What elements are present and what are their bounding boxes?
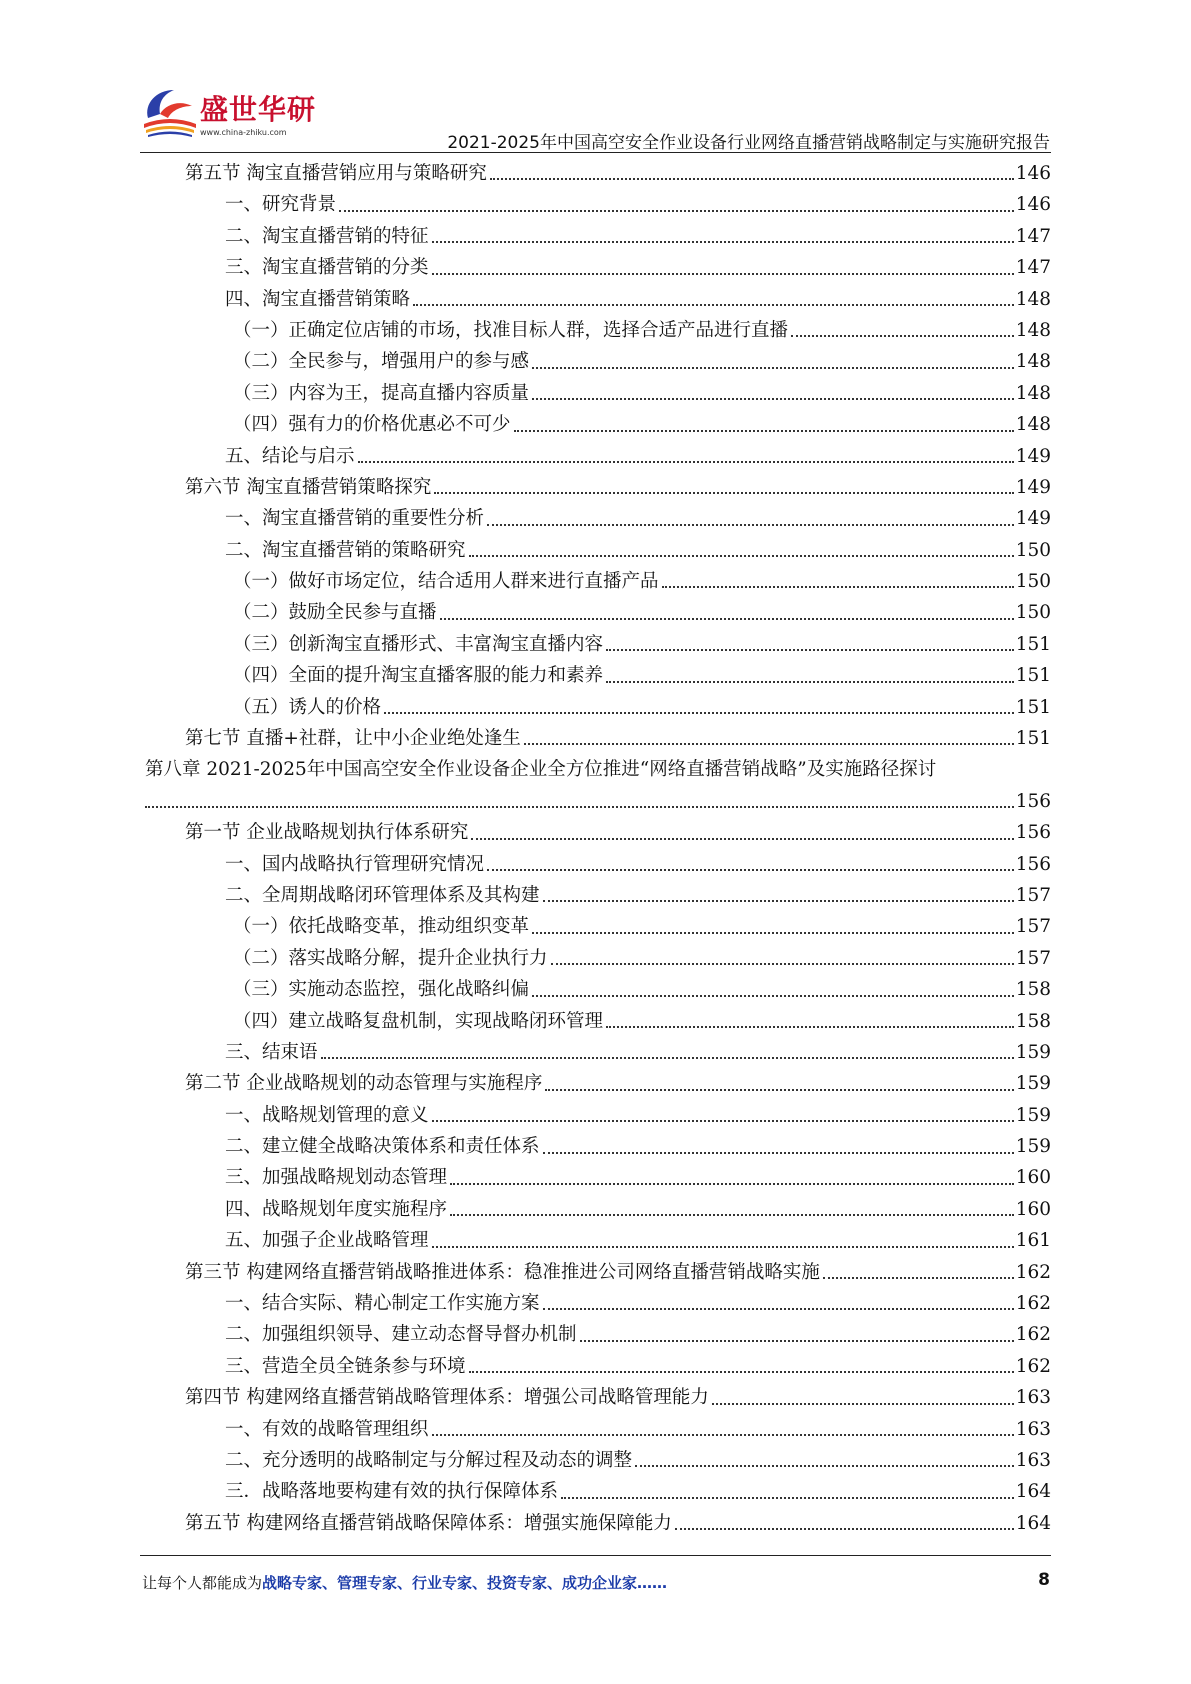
page-number: 8	[1038, 1570, 1050, 1590]
toc-leader-dots	[551, 963, 1014, 965]
toc-entry[interactable]	[145, 597, 1051, 628]
toc-entry[interactable]	[145, 1006, 1051, 1037]
toc-entry-page: 148	[1015, 319, 1051, 341]
toc-leader-dots	[543, 1152, 1014, 1154]
toc-entry-title: 四、战略规划年度实施程序	[225, 1198, 448, 1220]
toc-entry[interactable]	[145, 911, 1051, 942]
footer-slogan-prefix: 让每个人都能成为	[142, 1574, 263, 1592]
toc-leader-dots	[675, 1528, 1014, 1530]
toc-entry-page: 159	[1015, 1073, 1051, 1095]
toc-entry-page: 151	[1015, 728, 1051, 750]
toc-entry-title: 第五节 淘宝直播营销应用与策略研究	[185, 162, 487, 184]
toc-entry-page: 163	[1015, 1387, 1051, 1409]
toc-leader-dots	[339, 210, 1014, 212]
toc-entry[interactable]	[145, 943, 1051, 974]
toc-entry[interactable]	[145, 1288, 1051, 1319]
toc-entry[interactable]	[145, 849, 1051, 880]
toc-entry-page: 157	[1015, 884, 1051, 906]
toc-entry-title: 二、淘宝直播营销的特征	[225, 225, 429, 247]
toc-entry[interactable]	[145, 378, 1051, 409]
toc-entry-title: 一、国内战略执行管理研究情况	[225, 853, 485, 875]
toc-entry-title: 一、研究背景	[225, 194, 337, 216]
toc-entry-page: 148	[1015, 288, 1051, 310]
toc-leader-dots	[432, 273, 1014, 275]
toc-leader-dots	[384, 712, 1014, 714]
toc-entry-page: 160	[1015, 1198, 1051, 1220]
toc-entry-page: 164	[1015, 1512, 1051, 1534]
report-title: 2021-2025年中国高空安全作业设备行业网络直播营销战略制定与实施研究报告	[447, 133, 1050, 153]
toc-entry-page: 157	[1015, 916, 1051, 938]
toc-entry-page: 150	[1015, 571, 1051, 593]
footer-divider	[140, 1555, 1051, 1556]
toc-entry-page: 161	[1015, 1230, 1051, 1252]
toc-entry-page: 158	[1015, 979, 1051, 1001]
toc-entry[interactable]	[145, 315, 1051, 346]
toc-entry-title: 第一节 企业战略规划执行体系研究	[185, 822, 469, 844]
toc-leader-dots	[450, 1183, 1014, 1185]
toc-entry[interactable]	[145, 1037, 1051, 1068]
toc-leader-dots	[490, 178, 1014, 180]
toc-entry-page: 162	[1015, 1355, 1051, 1377]
toc-entry-title: （三）内容为王，提高直播内容质量	[233, 382, 530, 404]
toc-entry[interactable]	[145, 723, 1051, 754]
toc-entry-page: 157	[1015, 947, 1051, 969]
toc-entry[interactable]	[145, 1351, 1051, 1382]
toc-entry-title: 二、全周期战略闭环管理体系及其构建	[225, 884, 540, 906]
toc-entry[interactable]	[145, 284, 1051, 315]
toc-entry-title: 二、建立健全战略决策体系和责任体系	[225, 1136, 540, 1158]
toc-leader-dots	[580, 1340, 1014, 1342]
toc-entry[interactable]	[145, 252, 1051, 283]
toc-entry-title: 二、淘宝直播营销的策略研究	[225, 539, 466, 561]
toc-entry-title: 第四节 构建网络直播营销战略管理体系：增强公司战略管理能力	[185, 1387, 709, 1409]
toc-entry-page: 163	[1015, 1418, 1051, 1440]
toc-entry[interactable]	[145, 754, 1051, 785]
toc-entry[interactable]	[145, 974, 1051, 1005]
toc-leader-dots	[545, 1089, 1013, 1091]
toc-entry-title: （二）鼓励全民参与直播	[233, 602, 437, 624]
toc-entry-page: 164	[1015, 1481, 1051, 1503]
company-logo	[140, 84, 317, 148]
toc-entry-page: 151	[1015, 665, 1051, 687]
toc-entry[interactable]	[145, 786, 1051, 817]
toc-entry[interactable]	[145, 817, 1051, 848]
toc-entry[interactable]	[145, 1100, 1051, 1131]
toc-entry-title: （二）落实战略分解，提升企业执行力	[233, 947, 548, 969]
toc-leader-dots	[514, 430, 1014, 432]
toc-entry-page: 147	[1015, 225, 1051, 247]
toc-leader-dots	[487, 869, 1014, 871]
toc-entry-title: 四、淘宝直播营销策略	[225, 288, 411, 310]
toc-entry-page: 162	[1015, 1261, 1051, 1283]
page-header	[0, 0, 1191, 153]
toc-entry[interactable]	[145, 566, 1051, 597]
toc-entry[interactable]	[145, 472, 1051, 503]
toc-entry[interactable]	[145, 1476, 1051, 1507]
toc-entry-title: 第二节 企业战略规划的动态管理与实施程序	[185, 1073, 543, 1095]
toc-entry[interactable]	[145, 221, 1051, 252]
toc-entry-page: 162	[1015, 1293, 1051, 1315]
toc-entry-title: （五）诱人的价格	[233, 696, 382, 718]
toc-leader-dots	[358, 461, 1014, 463]
toc-leader-dots	[471, 838, 1013, 840]
toc-entry-title: 二、加强组织领导、建立动态督导督办机制	[225, 1324, 577, 1346]
toc-leader-dots	[532, 995, 1014, 997]
toc-entry-title: 三、加强战略规划动态管理	[225, 1167, 448, 1189]
toc-entry-page: 149	[1015, 476, 1051, 498]
toc-leader-dots	[532, 932, 1014, 934]
toc-entry-page: 149	[1015, 445, 1051, 467]
toc-entry-title: （三）创新淘宝直播形式、丰富淘宝直播内容	[233, 633, 604, 655]
toc-leader-dots	[524, 743, 1014, 745]
toc-leader-dots	[791, 335, 1014, 337]
toc-entry-title: （一）正确定位店铺的市场，找准目标人群，选择合适产品进行直播	[233, 319, 789, 341]
toc-entry-title: 第三节 构建网络直播营销战略推进体系：稳准推进公司网络直播营销战略实施	[185, 1261, 820, 1283]
toc-entry-title: （一）依托战略变革，推动组织变革	[233, 916, 530, 938]
toc-leader-dots	[543, 900, 1014, 902]
toc-leader-dots	[532, 398, 1014, 400]
toc-entry-title: 第五节 构建网络直播营销战略保障体系：增强实施保障能力	[185, 1512, 672, 1534]
toc-leader-dots	[823, 1277, 1014, 1279]
toc-entry-title: 一、淘宝直播营销的重要性分析	[225, 508, 485, 530]
toc-entry[interactable]	[145, 692, 1051, 723]
toc-entry-title: 第六节 淘宝直播营销策略探究	[185, 476, 432, 498]
toc-entry-page: 148	[1015, 382, 1051, 404]
toc-entry[interactable]	[145, 346, 1051, 377]
toc-entry-title: 三、淘宝直播营销的分类	[225, 257, 429, 279]
toc-entry[interactable]	[145, 1382, 1051, 1413]
toc-entry-title: （三）实施动态监控，强化战略纠偏	[233, 979, 530, 1001]
table-of-contents	[145, 158, 1051, 1539]
toc-entry-title: （四）建立战略复盘机制，实现战略闭环管理	[233, 1010, 604, 1032]
toc-entry-page: 148	[1015, 351, 1051, 373]
toc-entry[interactable]	[145, 158, 1051, 189]
toc-entry-page: 163	[1015, 1450, 1051, 1471]
toc-entry-page: 146	[1015, 162, 1051, 184]
toc-entry[interactable]	[145, 1257, 1051, 1288]
toc-leader-dots	[145, 806, 1014, 808]
toc-entry-page: 151	[1015, 696, 1051, 718]
toc-entry[interactable]	[145, 880, 1051, 911]
toc-leader-dots	[712, 1403, 1014, 1405]
toc-leader-dots	[434, 492, 1013, 494]
toc-entry-title: （二）全民参与，增强用户的参与感	[233, 351, 530, 373]
toc-leader-dots	[432, 1246, 1014, 1248]
toc-entry-page: 160	[1015, 1167, 1051, 1189]
toc-entry-page: 156	[1015, 822, 1051, 844]
toc-leader-dots	[606, 681, 1014, 683]
toc-leader-dots	[606, 1026, 1014, 1028]
toc-entry-title: 一、有效的战略管理组织	[225, 1418, 429, 1440]
toc-leader-dots	[532, 367, 1014, 369]
toc-leader-dots	[432, 1434, 1014, 1436]
toc-leader-dots	[413, 304, 1014, 306]
toc-leader-dots	[321, 1057, 1014, 1059]
toc-entry[interactable]	[145, 189, 1051, 220]
toc-entry-title: （一）做好市场定位，结合适用人群来进行直播产品	[233, 571, 659, 593]
toc-entry-page: 147	[1015, 257, 1051, 279]
toc-entry[interactable]	[145, 409, 1051, 440]
toc-entry-page: 159	[1015, 1104, 1051, 1126]
toc-leader-dots	[440, 618, 1014, 620]
toc-entry-title: 一、结合实际、精心制定工作实施方案	[225, 1293, 540, 1315]
toc-entry-title: 第八章 2021-2025年中国高空安全作业设备企业全方位推进“网络直播营销战略”及实施路径探讨	[145, 759, 937, 781]
toc-entry-title: 五、加强子企业战略管理	[225, 1230, 429, 1252]
toc-entry[interactable]	[145, 441, 1051, 472]
logo-book-icon	[140, 84, 200, 140]
footer-slogan-highlight: 战略专家、管理专家、行业专家、投资专家、成功企业家……	[262, 1574, 668, 1592]
toc-leader-dots	[606, 649, 1014, 651]
toc-entry-title: 一、战略规划管理的意义	[225, 1104, 429, 1126]
toc-entry[interactable]	[145, 1194, 1051, 1225]
toc-leader-dots	[662, 586, 1014, 588]
toc-leader-dots	[561, 1497, 1014, 1499]
toc-entry-title: （四）强有力的价格优惠必不可少	[233, 414, 511, 436]
toc-entry-title: （四）全面的提升淘宝直播客服的能力和素养	[233, 665, 604, 687]
footer-slogan	[142, 1572, 667, 1593]
header-divider	[140, 152, 1051, 153]
toc-entry[interactable]	[145, 1414, 1051, 1445]
toc-entry[interactable]	[145, 1225, 1051, 1256]
toc-leader-dots	[432, 1120, 1014, 1122]
toc-leader-dots	[432, 241, 1014, 243]
toc-entry-title: 三．战略落地要构建有效的执行保障体系	[225, 1481, 559, 1503]
toc-entry[interactable]	[145, 629, 1051, 660]
toc-entry-page: 149	[1015, 508, 1051, 530]
toc-entry[interactable]	[145, 1163, 1051, 1194]
toc-entry-page: 156	[1015, 790, 1051, 812]
toc-entry-page: 150	[1015, 602, 1051, 624]
toc-entry-title: 第七节 直播+社群，让中小企业绝处逢生	[185, 728, 521, 750]
toc-leader-dots	[469, 1371, 1014, 1373]
toc-leader-dots	[543, 1308, 1014, 1310]
toc-entry-page: 150	[1015, 539, 1051, 561]
toc-entry-page: 146	[1015, 194, 1051, 216]
toc-entry[interactable]	[145, 1068, 1051, 1099]
toc-entry-page: 151	[1015, 633, 1051, 655]
toc-entry[interactable]	[145, 1445, 1051, 1476]
logo-url: www.china-zhiku.com	[200, 128, 287, 137]
toc-entry-title: 三、结束语	[225, 1041, 318, 1063]
toc-leader-dots	[469, 555, 1014, 557]
toc-entry[interactable]	[145, 660, 1051, 691]
toc-entry[interactable]	[145, 1508, 1051, 1539]
toc-entry[interactable]	[145, 535, 1051, 566]
toc-entry-page: 162	[1015, 1324, 1051, 1346]
toc-entry-page: 158	[1015, 1010, 1051, 1032]
toc-entry-page: 156	[1015, 853, 1051, 875]
toc-leader-dots	[487, 524, 1014, 526]
toc-entry[interactable]	[145, 1319, 1051, 1350]
toc-entry-title: 三、营造全员全链条参与环境	[225, 1355, 466, 1377]
toc-leader-dots	[635, 1465, 1014, 1467]
toc-entry-title: 二、充分透明的战略制定与分解过程及动态的调整	[225, 1450, 633, 1471]
toc-entry-title: 五、结论与启示	[225, 445, 355, 467]
toc-entry-page: 159	[1015, 1136, 1051, 1158]
toc-entry-page: 159	[1015, 1041, 1051, 1063]
toc-leader-dots	[450, 1214, 1014, 1216]
toc-entry[interactable]	[145, 1131, 1051, 1162]
logo-name: 盛世华研	[200, 93, 317, 126]
toc-entry-page: 148	[1015, 414, 1051, 436]
toc-entry[interactable]	[145, 503, 1051, 534]
